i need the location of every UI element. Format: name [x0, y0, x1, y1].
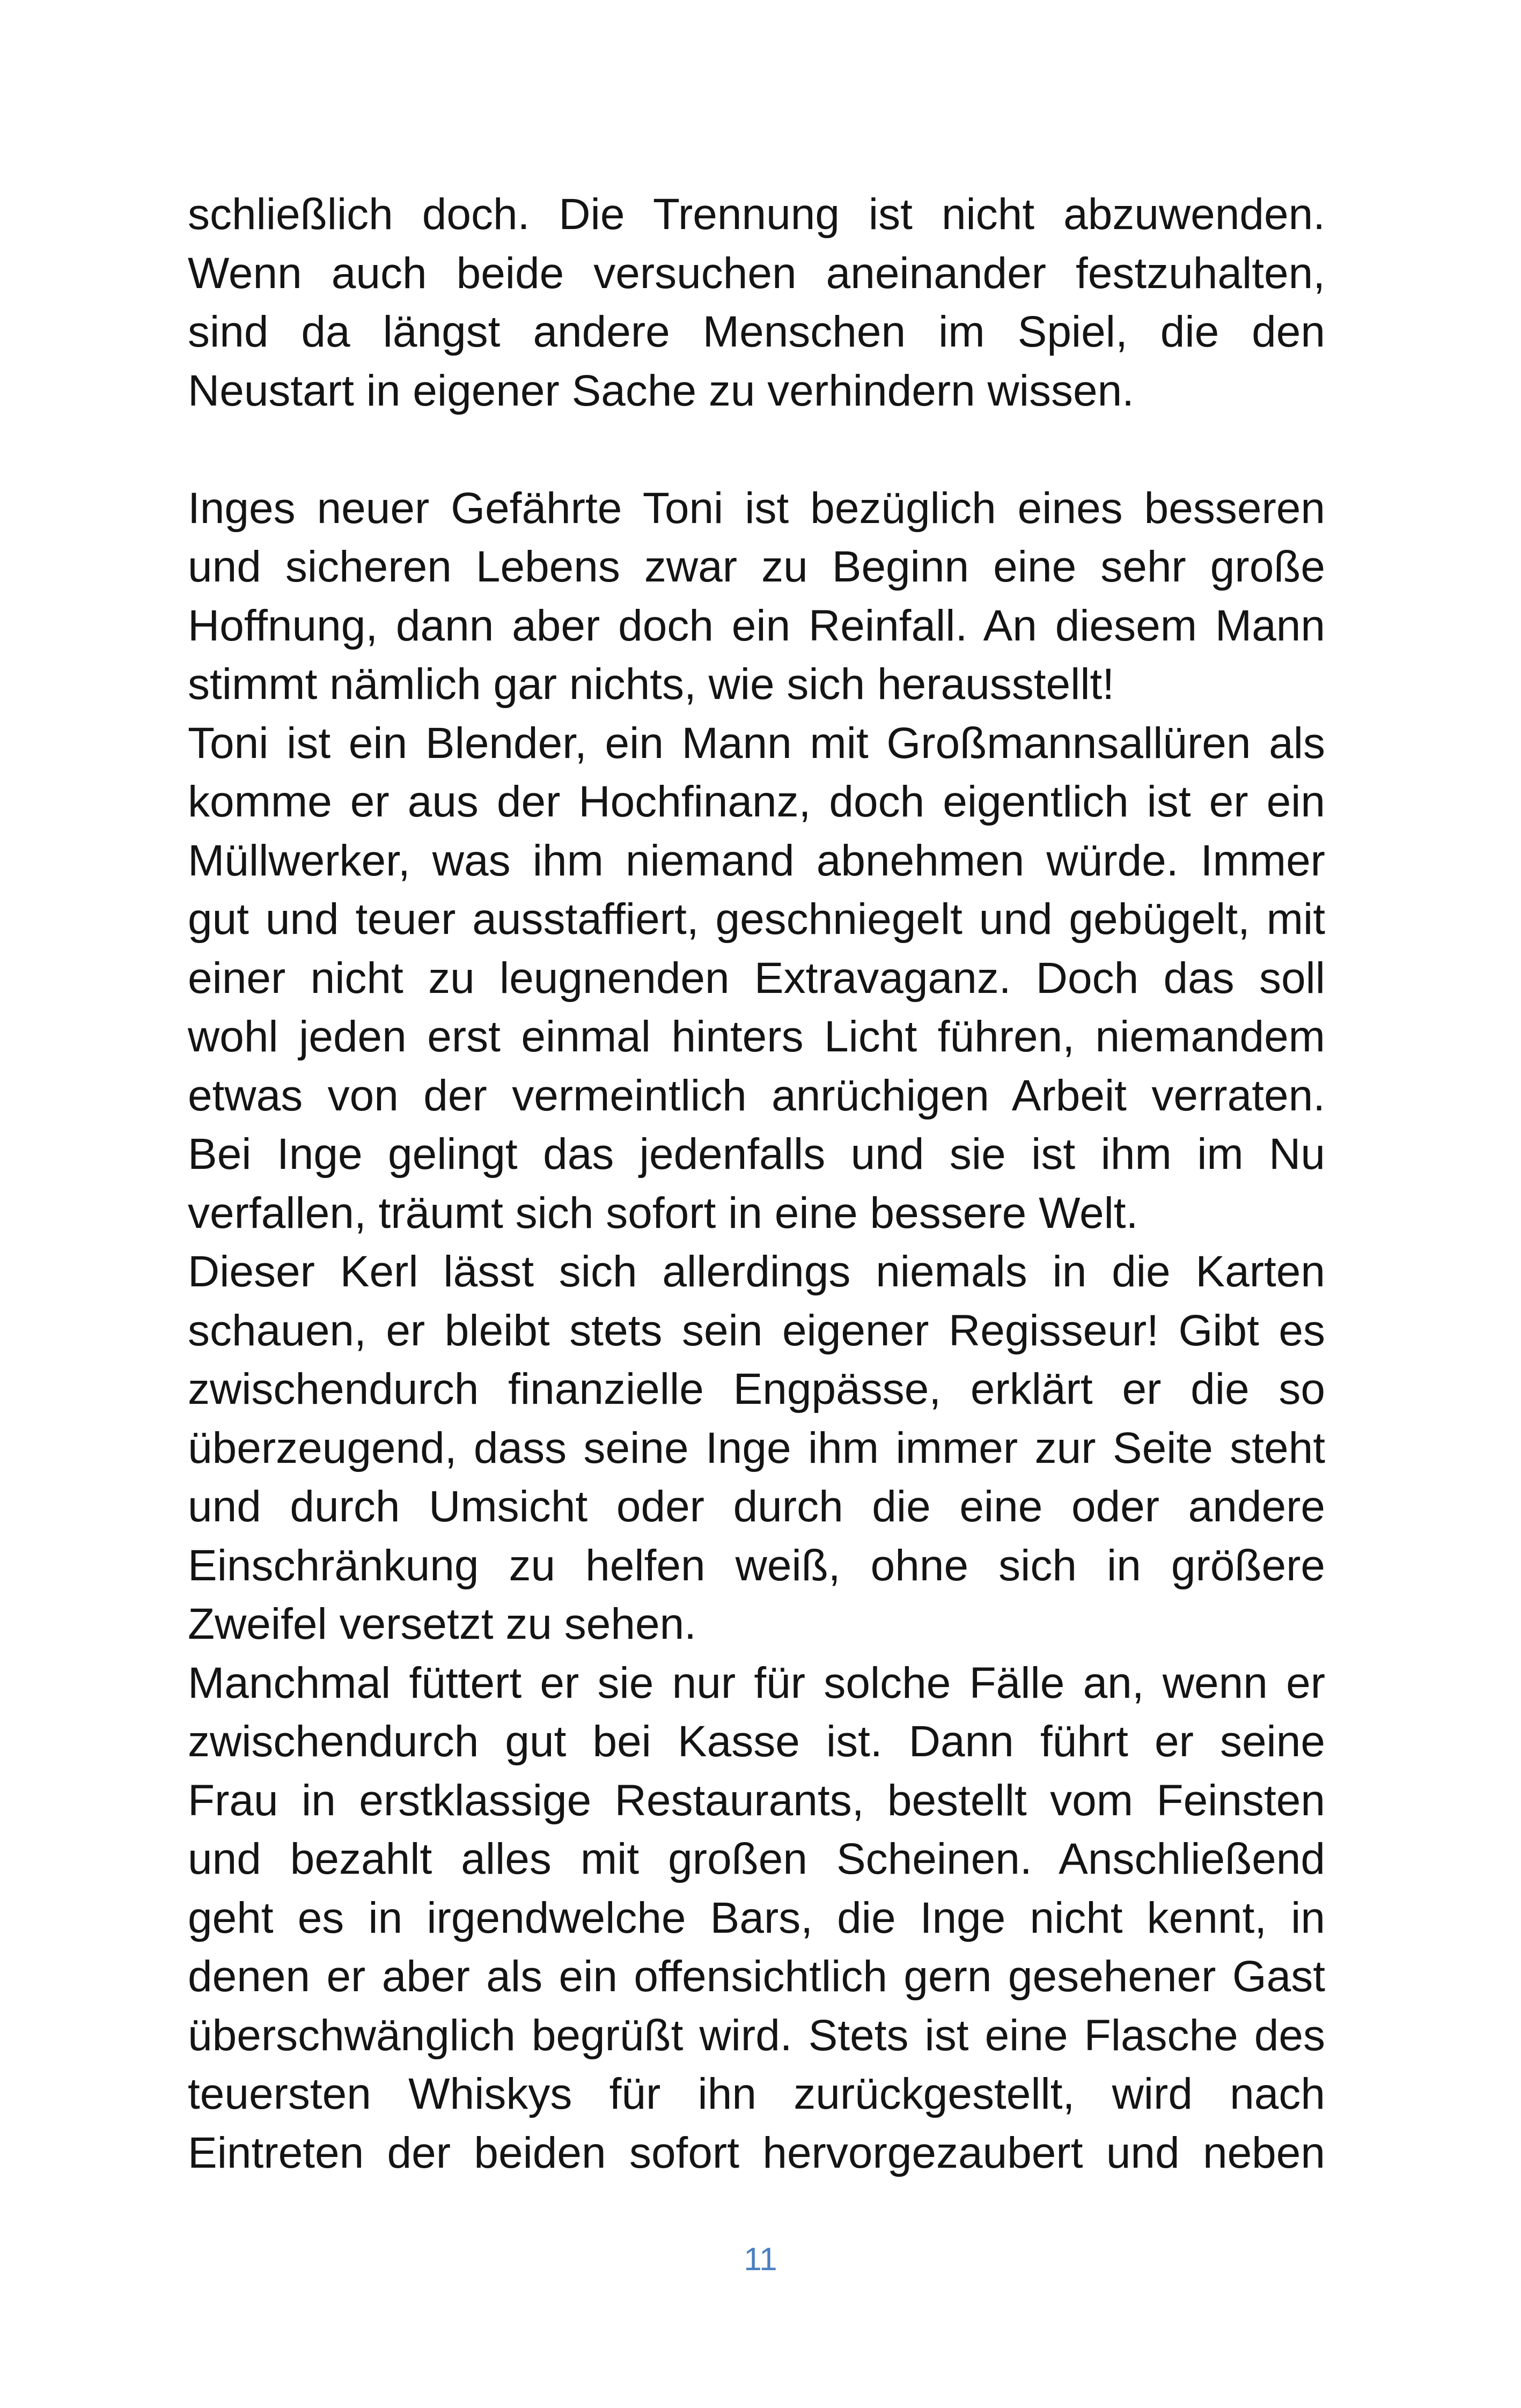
text-line: schauen, er bleibt stets sein eigener Regisseur! Gibt es	[188, 1306, 1325, 1355]
text-line: überzeugend, dass seine Inge ihm immer zur Seite steht	[188, 1423, 1325, 1472]
text-line: schließlich doch. Die Trennung ist nicht abzuwenden.	[188, 190, 1325, 239]
text-line: etwas von der vermeintlich anrüchigen Arbeit verraten.	[188, 1071, 1325, 1120]
paragraph-spacer	[188, 420, 1325, 479]
text-line: Wenn auch beide versuchen aneinander festzuhalten,	[188, 248, 1325, 298]
text-line: Manchmal füttert er sie nur für solche Fälle an, wenn er	[188, 1658, 1325, 1707]
text-line: stimmt nämlich gar nichts, wie sich herausstellt!	[188, 660, 1115, 709]
text-line: und durch Umsicht oder durch die eine oder andere	[188, 1482, 1325, 1531]
page-number: 11	[744, 2241, 777, 2277]
text-line: Müllwerker, was ihm niemand abnehmen würde. Immer	[188, 836, 1325, 885]
text-line: zwischendurch finanzielle Engpässe, erklärt er die so	[188, 1365, 1325, 1413]
paragraph	[188, 185, 1325, 420]
text-line: überschwänglich begrüßt wird. Stets ist eine Flasche des	[188, 2011, 1325, 2060]
paragraph	[188, 714, 1325, 1243]
text-line: geht es in irgendwelche Bars, die Inge nicht kennt, in	[188, 1893, 1325, 1942]
text-line: Bei Inge gelingt das jedenfalls und sie ist ihm im Nu	[188, 1130, 1325, 1179]
text-line: sind da längst andere Menschen im Spiel, die den	[188, 307, 1325, 356]
text-line: Frau in erstklassige Restaurants, bestellt vom Feinsten	[188, 1776, 1325, 1825]
paragraph	[188, 479, 1325, 714]
text-line: wohl jeden erst einmal hinters Licht führen, niemandem	[188, 1012, 1325, 1061]
paragraph	[188, 1654, 1325, 2183]
text-line: verfallen, träumt sich sofort in eine bessere Welt.	[188, 1188, 1138, 1238]
text-line: Einschränkung zu helfen weiß, ohne sich in größere	[188, 1541, 1325, 1590]
text-line: komme er aus der Hochfinanz, doch eigentlich ist er ein	[188, 777, 1325, 826]
text-line: Dieser Kerl lässt sich allerdings niemals in die Karten	[188, 1247, 1325, 1296]
text-line: Zweifel versetzt zu sehen.	[188, 1600, 696, 1648]
text-line: teuersten Whiskys für ihn zurückgestellt, wird nach	[188, 2070, 1325, 2118]
body-text	[188, 185, 1325, 2182]
text-line: und sicheren Lebens zwar zu Beginn eine sehr große	[188, 542, 1325, 591]
text-line: und bezahlt alles mit großen Scheinen. Anschließend	[188, 1835, 1325, 1883]
text-line: Hoffnung, dann aber doch ein Reinfall. An diesem Mann	[188, 601, 1325, 650]
text-line: einer nicht zu leugnenden Extravaganz. Doch das soll	[188, 953, 1325, 1003]
text-line: denen er aber als ein offensichtlich gern gesehener Gast	[188, 1952, 1325, 2001]
text-line: zwischendurch gut bei Kasse ist. Dann führt er seine	[188, 1717, 1325, 1766]
text-line: Eintreten der beiden sofort hervorgezaubert und neben	[188, 2128, 1325, 2177]
paragraph	[188, 1242, 1325, 1654]
text-line: Toni ist ein Blender, ein Mann mit Großmannsallüren als	[188, 718, 1325, 768]
text-line: Neustart in eigener Sache zu verhindern wissen.	[188, 366, 1134, 415]
text-line: Inges neuer Gefährte Toni ist bezüglich eines besseren	[188, 483, 1325, 533]
text-line: gut und teuer ausstaffiert, geschniegelt und gebügelt, mit	[188, 895, 1325, 944]
